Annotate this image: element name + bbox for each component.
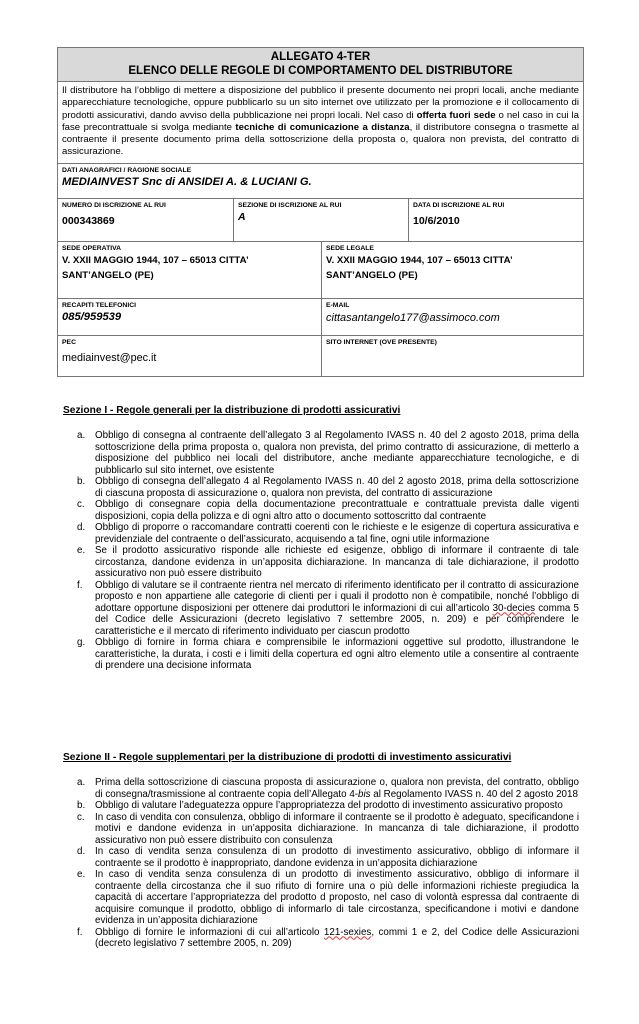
list-item-marker: b. bbox=[77, 800, 86, 811]
label-telefono: RECAPITI TELEFONICI bbox=[62, 301, 137, 309]
label-pec: PEC bbox=[62, 338, 76, 346]
cell-telefono bbox=[58, 299, 321, 335]
intro-bold-2: tecniche di comunicazione a distanza bbox=[235, 121, 410, 133]
value-sede-legale-line1: V. XXII MAGGIO 1944, 107 – 65013 CITTA’ bbox=[326, 254, 513, 266]
list-item-marker: d. bbox=[77, 522, 86, 533]
list-item-marker: a. bbox=[77, 430, 86, 441]
value-pec: mediainvest@pec.it bbox=[62, 351, 157, 364]
cell-pec bbox=[58, 336, 321, 376]
value-rui-sezione: A bbox=[238, 210, 246, 223]
label-sito: SITO INTERNET (OVE PRESENTE) bbox=[326, 338, 437, 346]
cell-rui-numero bbox=[58, 199, 233, 241]
list-item-text: Obbligo di consegnare copia della documentazione precontrattuale e contrattuale prevista dalle vigenti disposizioni, copia della polizza e di ogni altro atto o documento sottoscritto dal contraente bbox=[95, 499, 579, 522]
section2-list bbox=[77, 777, 579, 950]
list-item-text: Se il prodotto assicurativo risponde alle richieste ed esigenze, obbligo di informare il contraente di tale circostanza, dandone evidenza in un’apposita dichiarazione. In mancanza di tale dichiarazione, il prodotto assicurativo non può essere distribuito bbox=[95, 545, 579, 579]
label-rui-numero: NUMERO DI ISCRIZIONE AL RUI bbox=[62, 201, 166, 209]
row-contatti bbox=[58, 299, 583, 336]
info-table bbox=[57, 47, 584, 377]
header-title: ALLEGATO 4-TER bbox=[270, 50, 371, 63]
spellcheck-word: 30-decies bbox=[492, 602, 536, 614]
list-item-marker: b. bbox=[77, 476, 86, 487]
value-email: cittasantangelo177@assimoco.com bbox=[326, 311, 500, 324]
label-rui-sezione: SEZIONE DI ISCRIZIONE AL RUI bbox=[238, 201, 342, 209]
intro-bold-1: offerta fuori sede bbox=[416, 109, 496, 121]
list-item-marker: f. bbox=[77, 579, 83, 591]
list-item bbox=[77, 800, 579, 812]
list-item-text: Obbligo di proporre o raccomandare contratti coerenti con le richieste e le esigenze di copertura assicurativa e previdenziale del contraente o dell’assicurato, acquisendo a tal fine, ogni utile informazione bbox=[95, 522, 579, 545]
intro-text-1: Il distributore ha l’obbligo di mettere a disposizione del pubblico il presente documento nei propri locali, anche mediante apparecchiature tecnologiche, oppure pubblicarlo su un sito internet ove utilizzato per la promozione e il collocamento di prodotti assicurativi, dando avviso della pubblicazione nei propri locali. Nel caso di bbox=[62, 85, 579, 121]
list-item bbox=[77, 812, 579, 847]
list-item-marker: f. bbox=[77, 926, 83, 938]
row-pec bbox=[58, 336, 583, 376]
list-item-marker: d. bbox=[77, 846, 86, 857]
list-item bbox=[77, 637, 579, 672]
list-item-text: Obbligo di consegna dell’allegato 4 al Regolamento IVASS n. 40 del 2 agosto 2018, prima della sottoscrizione di ciascuna proposta di assicurazione o, qualora non prevista, del contratto di assicurazione bbox=[95, 476, 579, 499]
list-item-text: Obbligo di fornire le informazioni di cui all’articolo 121-sexies, commi 1 e 2, del Codice delle Assicurazioni (decreto legislativo 7 settembre 2005, n. 209) bbox=[95, 926, 579, 949]
label-sede-operativa: SEDE OPERATIVA bbox=[62, 244, 122, 252]
value-rui-numero: 000343869 bbox=[62, 214, 115, 227]
document-header bbox=[58, 48, 583, 82]
list-item bbox=[77, 545, 579, 580]
row-sedi bbox=[58, 242, 583, 299]
list-item bbox=[77, 927, 579, 950]
section1-list bbox=[77, 430, 579, 672]
value-sede-operativa-line1: V. XXII MAGGIO 1944, 107 – 65013 CITTA’ bbox=[62, 254, 249, 266]
label-sede-legale: SEDE LEGALE bbox=[326, 244, 374, 252]
spellcheck-word: 121-sexies bbox=[323, 926, 372, 938]
list-item-marker: e. bbox=[77, 545, 86, 556]
list-item bbox=[77, 846, 579, 869]
cell-email bbox=[321, 299, 583, 335]
cell-sede-operativa bbox=[58, 242, 321, 298]
list-item-marker: e. bbox=[77, 869, 86, 880]
list-item bbox=[77, 777, 579, 800]
section1-title: Sezione I - Regole generali per la distribuzione di prodotti assicurativi bbox=[63, 405, 401, 416]
list-item bbox=[77, 476, 579, 499]
list-item-text: Obbligo di fornire in forma chiara e comprensibile le informazioni oggettive sul prodotto, illustrandone le caratteristiche, la durata, i costi e i limiti della copertura ed ogni altro elemento utile a consentire al contraente di prendere una decisione informata bbox=[95, 637, 579, 671]
cell-sede-legale bbox=[321, 242, 583, 298]
list-item bbox=[77, 580, 579, 638]
list-item-text: In caso di vendita senza consulenza di un prodotto di investimento assicurativo, obbligo di informare il contraente della circostanza che il suo rifiuto di fornire una o più delle informazioni richieste pregiudica la capacità di accertare l’appropriatezza del prodotto d proposto, nel caso di volontà espressa dal contraente di acquisire comunque il prodotto, obbligo di informarlo di tale circostanza, specificandone i motivi e dandone evidenza in un’apposita dichiarazione bbox=[95, 869, 579, 926]
cell-ragione-sociale bbox=[58, 164, 583, 198]
value-sede-operativa-line2: SANT’ANGELO (PE) bbox=[62, 269, 154, 281]
list-item-text: In caso di vendita con consulenza, obbligo di informare il contraente se il prodotto è adeguato, specificandone i motivi e dandone evidenza in un’apposita dichiarazione. In mancanza di tale dichiarazione, il prodotto assicurativo non può essere distribuito con consulenza bbox=[95, 811, 579, 846]
row-ragione-sociale bbox=[58, 164, 583, 199]
list-item-marker: c. bbox=[77, 499, 85, 510]
list-item-marker: g. bbox=[77, 637, 86, 648]
list-item bbox=[77, 430, 579, 476]
header-subtitle: ELENCO DELLE REGOLE DI COMPORTAMENTO DEL DISTRIBUTORE bbox=[128, 64, 513, 77]
intro-text-2: o nel caso in cui la fase precontrattuale si svolga mediante bbox=[62, 109, 579, 133]
value-rui-data: 10/6/2010 bbox=[413, 214, 460, 227]
list-item-text: Obbligo di valutare l’adeguatezza oppure l’appropriatezza del prodotto di investimento assicurativo proposto bbox=[95, 800, 563, 811]
list-item bbox=[77, 869, 579, 927]
list-item bbox=[77, 499, 579, 522]
intro-paragraph bbox=[58, 82, 583, 164]
cell-sito bbox=[321, 336, 583, 376]
list-item-marker: a. bbox=[77, 777, 86, 788]
row-rui bbox=[58, 199, 583, 242]
section2-title: Sezione II - Regole supplementari per la distribuzione di prodotti di investimento assicurativi bbox=[63, 752, 512, 763]
list-item-text: Obbligo di consegna al contraente dell’allegato 3 al Regolamento IVASS n. 40 del 2 agosto 2018, prima della sottoscrizione della prima proposta o, qualora non prevista, del primo contratto di assicurazione, di metterlo a disposizione del pubblico nei locali del distributore, anche mediante apparecchiature tecnologiche, e di pubblicarlo sul sito internet, ove esistente bbox=[95, 430, 579, 476]
label-ragione-sociale: DATI ANAGRAFICI / RAGIONE SOCIALE bbox=[62, 166, 192, 174]
italic-word: bis bbox=[358, 788, 371, 800]
cell-rui-data bbox=[408, 199, 583, 241]
list-item-text: Obbligo di valutare se il contraente rientra nel mercato di riferimento identificato per il contratto di assicurazione proposto e non appartiene alle categorie di clienti per i quali il prodotto non è compatibile, nonché l’obbligo di adottare opportune disposizioni per ottenere dai produttori le informazioni di cui all’articolo 30-decies comma 5 del Codice delle Assicurazioni (decreto legislativo 7 settembre 2005, n. 209) e per comprendere le caratteristiche e il mercato di riferimento individuato per ciascun prodotto bbox=[95, 579, 579, 637]
cell-rui-sezione bbox=[233, 199, 408, 241]
list-item-text: Prima della sottoscrizione di ciascuna proposta di assicurazione o, qualora non prevista, del contratto, obbligo di consegna/trasmissione al contraente copia dell’Allegato 4-bis al Regolamento IVASS n. 40 del 2 agosto 2018 bbox=[95, 777, 579, 800]
list-item-text: In caso di vendita senza consulenza di un prodotto di investimento assicurativo, obbligo di informare il contraente se il prodotto è inappropriato, dandone evidenza in un’apposita dichiarazione bbox=[95, 846, 579, 869]
intro-text-3: , il distributore consegna o trasmette al contraente il presente documento prima della sottoscrizione della proposta o, qualora non prevista, del contratto di assicurazione. bbox=[62, 121, 579, 158]
value-telefono: 085/959539 bbox=[62, 310, 122, 323]
list-item-marker: c. bbox=[77, 811, 85, 823]
value-sede-legale-line2: SANT’ANGELO (PE) bbox=[326, 269, 418, 281]
label-rui-data: DATA DI ISCRIZIONE AL RUI bbox=[413, 201, 505, 209]
value-ragione-sociale: MEDIAINVEST Snc di ANSIDEI A. & LUCIANI G. bbox=[62, 175, 312, 188]
list-item bbox=[77, 522, 579, 545]
label-email: E-MAIL bbox=[326, 301, 350, 309]
